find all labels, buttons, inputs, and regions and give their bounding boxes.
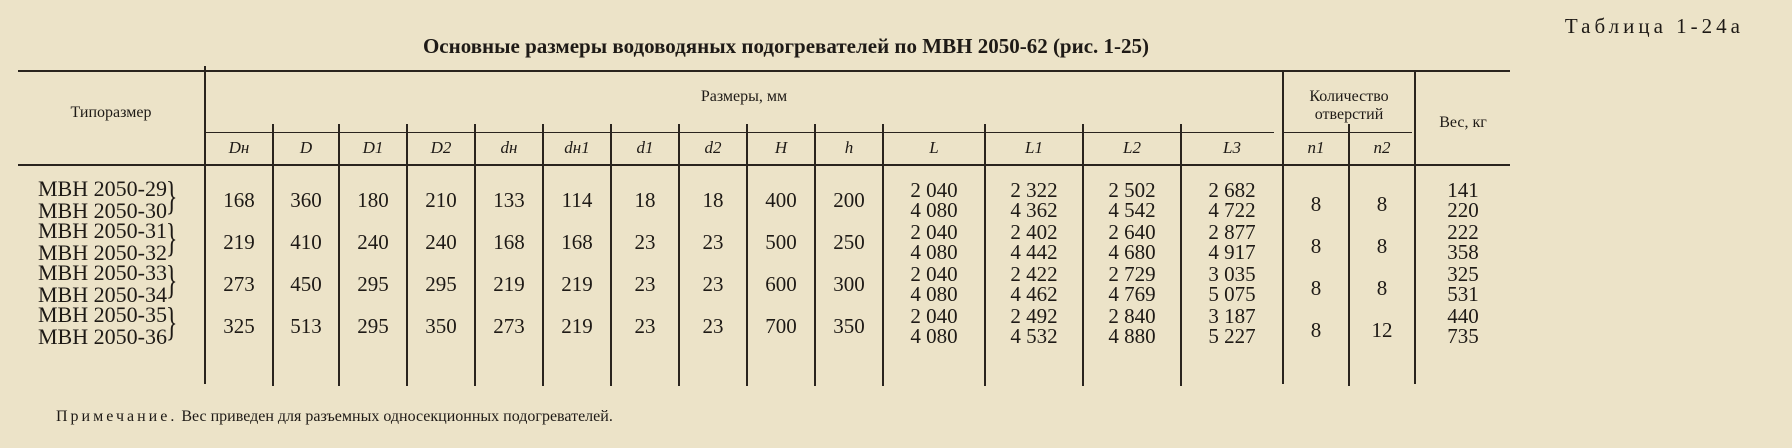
table-cell: 2 640 (1108, 220, 1156, 244)
row-brace: } (165, 257, 178, 302)
col-divider (814, 124, 816, 386)
table-cell: 360 (290, 188, 322, 212)
table-cell: 23 (702, 230, 724, 254)
table-cell: 350 (425, 314, 457, 338)
table-cell: 513 (290, 314, 322, 338)
table-cell: 8 (1376, 276, 1388, 300)
table-cell: 2 729 (1108, 262, 1156, 286)
row-brace: } (165, 173, 178, 218)
table-cell: 358 (1447, 240, 1479, 264)
table-cell: 2 040 (910, 304, 958, 328)
table-cell: 273 (223, 272, 255, 296)
table-cell: 4 462 (1010, 282, 1058, 306)
table-cell: 2 040 (910, 220, 958, 244)
table-cell: 5 075 (1208, 282, 1256, 306)
table-note (56, 408, 613, 426)
table-cell: 295 (357, 314, 389, 338)
col-divider (406, 124, 408, 386)
table-cell: 3 187 (1208, 304, 1256, 328)
row-type-label: МВН 2050-35 (38, 302, 167, 327)
table-cell: 133 (493, 188, 525, 212)
table-cell: 2 840 (1108, 304, 1156, 328)
table-cell: 4 722 (1208, 198, 1256, 222)
row-brace: } (165, 215, 178, 260)
table-cell: 531 (1447, 282, 1479, 306)
col-divider (678, 124, 680, 386)
table-cell: 500 (765, 230, 797, 254)
table-cell: 2 877 (1208, 220, 1256, 244)
holes-header-rule (1282, 132, 1412, 133)
table-cell: 2 502 (1108, 178, 1156, 202)
table-cell: 23 (634, 272, 656, 296)
table-cell: 240 (425, 230, 457, 254)
table-cell: 4 769 (1108, 282, 1156, 306)
col-header-dn1: dн1 (564, 138, 590, 157)
table-cell: 8 (1376, 192, 1388, 216)
table-cell: 219 (561, 314, 593, 338)
table-cell: 23 (702, 314, 724, 338)
table-cell: 2 040 (910, 178, 958, 202)
header-weight: Вес, кг (1439, 114, 1487, 131)
table-cell: 220 (1447, 198, 1479, 222)
table-cell: 440 (1447, 304, 1479, 328)
col-header-D2: D2 (430, 138, 452, 157)
col-divider (338, 124, 340, 386)
row-type-label: МВН 2050-34 (38, 282, 167, 307)
header-dimensions-text: Размеры, мм (700, 88, 788, 105)
table-cell: 2 682 (1208, 178, 1256, 202)
col-header-d2: d2 (704, 138, 722, 157)
col-divider (272, 124, 274, 386)
table-cell: 4 362 (1010, 198, 1058, 222)
table-cell: 295 (425, 272, 457, 296)
table-cell: 114 (561, 188, 593, 212)
table-cell: 600 (765, 272, 797, 296)
row-type-label: МВН 2050-33 (38, 260, 167, 285)
col-header-Dn: Dн (228, 138, 250, 157)
table-cell: 2 040 (910, 262, 958, 286)
table-cell: 4 917 (1208, 240, 1256, 264)
table-cell: 168 (561, 230, 593, 254)
col-header-n2: n2 (1373, 138, 1391, 157)
table-cell: 325 (223, 314, 255, 338)
table-cell: 8 (1310, 234, 1322, 258)
dimensions-header-rule (206, 132, 1274, 133)
col-divider (474, 124, 476, 386)
table-cell: 219 (223, 230, 255, 254)
col-header-L3: L3 (1223, 138, 1241, 157)
table-cell: 4 080 (910, 324, 958, 348)
table-cell: 8 (1310, 192, 1322, 216)
table-title (0, 34, 1792, 59)
col-header-L: L (929, 138, 939, 157)
table-cell: 8 (1310, 276, 1322, 300)
table-cell: 168 (223, 188, 255, 212)
col-divider (542, 124, 544, 386)
table-cell: 8 (1376, 234, 1388, 258)
table-cell: 4 680 (1108, 240, 1156, 264)
col-header-H: H (774, 138, 788, 157)
table-cell: 2 422 (1010, 262, 1058, 286)
table-cell: 350 (833, 314, 865, 338)
table-cell: 219 (493, 272, 525, 296)
row-type-label: МВН 2050-32 (38, 240, 167, 265)
table-cell: 200 (833, 188, 865, 212)
table-cell: 2 322 (1010, 178, 1058, 202)
table-cell: 2 492 (1010, 304, 1058, 328)
note-lead: Примечание. (56, 408, 178, 425)
col-header-D1: D1 (362, 138, 384, 157)
note-text: Вес приведен для разъемных односекционных подогревателей. (177, 408, 613, 425)
table-cell: 222 (1447, 220, 1479, 244)
table-cell: 4 532 (1010, 324, 1058, 348)
table-cell: 23 (634, 314, 656, 338)
table-cell: 4 880 (1108, 324, 1156, 348)
table-cell: 4 080 (910, 282, 958, 306)
table-cell: 141 (1447, 178, 1479, 202)
table-cell: 4 542 (1108, 198, 1156, 222)
table-cell: 400 (765, 188, 797, 212)
table-cell: 210 (425, 188, 457, 212)
row-type-label: МВН 2050-36 (38, 324, 167, 349)
row-type-label: МВН 2050-29 (38, 176, 167, 201)
header-bottom-rule (18, 164, 1510, 166)
col-header-L1: L1 (1025, 138, 1043, 157)
table-cell: 735 (1447, 324, 1479, 348)
col-header-L2: L2 (1123, 138, 1141, 157)
header-dimensions (206, 88, 1282, 106)
row-brace: } (165, 299, 178, 344)
table-cell: 2 402 (1010, 220, 1058, 244)
table-cell: 273 (493, 314, 525, 338)
table-cell: 250 (833, 230, 865, 254)
table-number: Таблица 1-24а (1564, 14, 1744, 38)
col-header-dn: dн (500, 138, 518, 157)
col-header-D: D (299, 138, 313, 157)
table-cell: 168 (493, 230, 525, 254)
col-header-n1: n1 (1307, 138, 1325, 157)
table-cell: 4 080 (910, 240, 958, 264)
table-cell: 5 227 (1208, 324, 1256, 348)
table-cell: 219 (561, 272, 593, 296)
table-cell: 18 (634, 188, 656, 212)
table-title-text: Основные размеры водоводяных подогревателей по МВН 2050-62 (рис. 1-25) (422, 34, 1150, 58)
col-header-d1: d1 (636, 138, 654, 157)
table-cell: 295 (357, 272, 389, 296)
table-cell: 410 (290, 230, 322, 254)
table-cell: 240 (357, 230, 389, 254)
col-header-h: h (844, 138, 854, 157)
header-type: Типоразмер (70, 104, 152, 121)
table-cell: 4 442 (1010, 240, 1058, 264)
table-cell: 4 080 (910, 198, 958, 222)
table-cell: 325 (1447, 262, 1479, 286)
row-type-label: МВН 2050-31 (38, 218, 167, 243)
table-top-rule (18, 70, 1510, 72)
table-cell: 12 (1371, 318, 1393, 342)
table-cell: 450 (290, 272, 322, 296)
table-cell: 3 035 (1208, 262, 1256, 286)
table-cell: 300 (833, 272, 865, 296)
table-cell: 700 (765, 314, 797, 338)
table-cell: 180 (357, 188, 389, 212)
header-holes: Количество отверстий (1309, 88, 1389, 123)
table-cell: 18 (702, 188, 724, 212)
table-cell: 23 (702, 272, 724, 296)
table-cell: 23 (634, 230, 656, 254)
col-divider (610, 124, 612, 386)
col-divider (746, 124, 748, 386)
row-type-label: МВН 2050-30 (38, 198, 167, 223)
table-cell: 8 (1310, 318, 1322, 342)
